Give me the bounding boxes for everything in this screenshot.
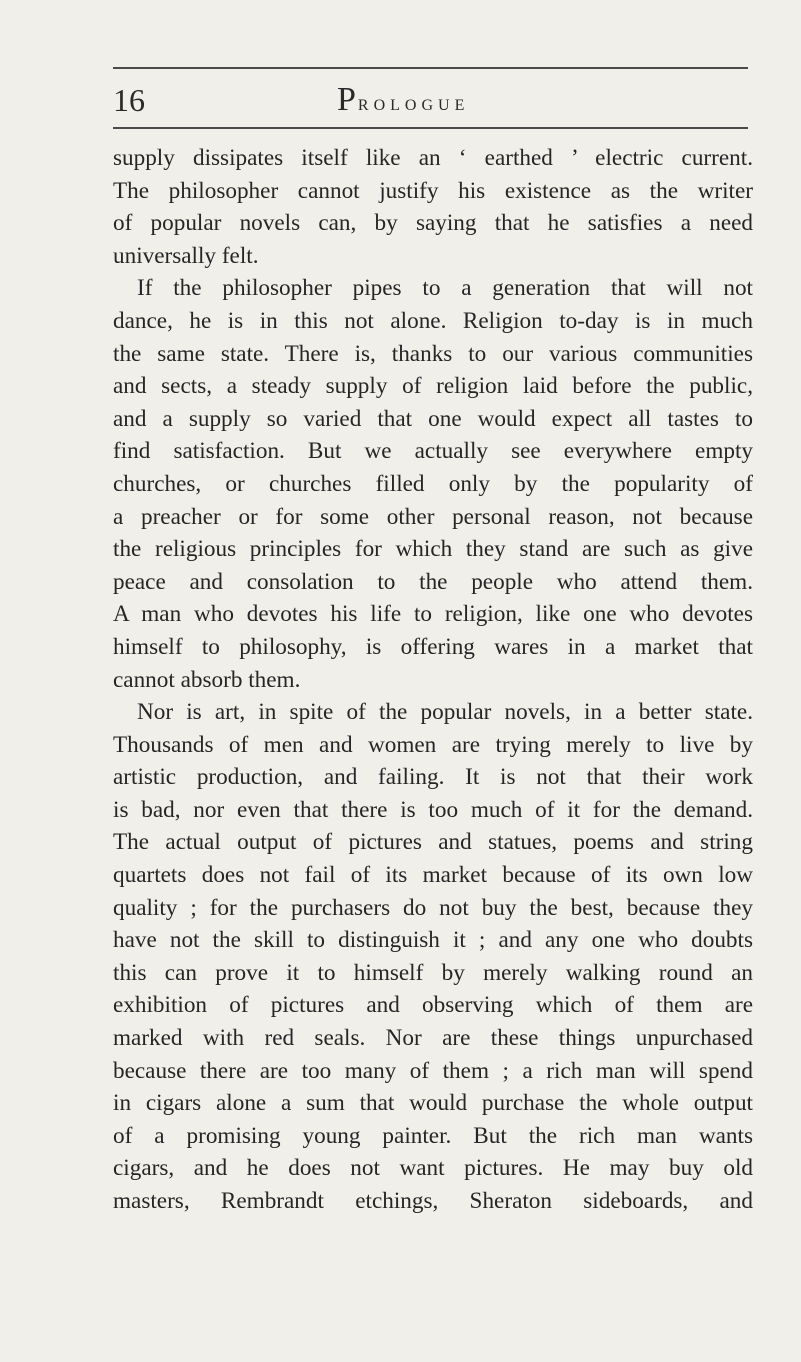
text-line: masters, Rembrandt etchings, Sheraton sideboards, and xyxy=(113,1188,753,1214)
text-line: The philosopher cannot justify his existence as the writer xyxy=(113,177,753,204)
text-line: Nor is art, in spite of the popular novels, in a better state. xyxy=(137,699,753,726)
running-title-rest: rologue xyxy=(357,90,470,115)
text-line: marked with red seals. Nor are these things unpurchased xyxy=(113,1025,753,1052)
text-line: a preacher or for some other personal reason, not because xyxy=(113,503,753,530)
page-number: 16 xyxy=(113,82,145,118)
text-line: supply dissipates itself like an ‘ earthed ’ electric current. xyxy=(113,145,753,171)
text-line: and a supply so varied that one would expect all tastes to xyxy=(113,405,753,432)
text-line: the same state. There is, thanks to our various communities xyxy=(113,340,753,367)
running-title-initial: P xyxy=(337,81,358,118)
running-title xyxy=(337,82,469,121)
text-line: cigars, and he does not want pictures. He may buy old xyxy=(113,1155,753,1182)
text-line: this can prove it to himself by merely walking round an xyxy=(113,959,753,986)
text-line: have not the skill to distinguish it ; and any one who doubts xyxy=(113,927,753,954)
text-line: If the philosopher pipes to a generation that will not xyxy=(137,275,753,302)
text-line: A man who devotes his life to religion, like one who devotes xyxy=(113,601,753,628)
text-line: cannot absorb them. xyxy=(113,666,301,693)
text-line: quality ; for the purchasers do not buy the best, because they xyxy=(113,894,753,921)
text-line: find satisfaction. But we actually see everywhere empty xyxy=(113,438,753,465)
text-line: universally felt. xyxy=(113,242,259,269)
text-line: and sects, a steady supply of religion laid before the public, xyxy=(113,373,753,400)
text-line: because there are too many of them ; a rich man will spend xyxy=(113,1057,753,1084)
body-text xyxy=(113,142,753,1218)
text-line: Thousands of men and women are trying merely to live by xyxy=(113,731,753,758)
text-line: The actual output of pictures and statues, poems and string xyxy=(113,829,753,856)
text-line: dance, he is in this not alone. Religion to-day is in much xyxy=(113,307,753,334)
text-line: artistic production, and failing. It is not that their work xyxy=(113,764,753,791)
text-line: the religious principles for which they stand are such as give xyxy=(113,536,753,563)
text-line: of popular novels can, by saying that he satisfies a need xyxy=(113,210,753,237)
text-line: quartets does not fail of its market because of its own low xyxy=(113,862,753,889)
running-header xyxy=(113,78,748,122)
text-line: peace and consolation to the people who attend them. xyxy=(113,568,753,595)
header-top-rule xyxy=(113,67,748,69)
text-line: churches, or churches filled only by the popularity of xyxy=(113,470,753,497)
text-line: of a promising young painter. But the rich man wants xyxy=(113,1122,753,1149)
header-bottom-rule xyxy=(113,127,748,129)
text-line: in cigars alone a sum that would purchase the whole output xyxy=(113,1090,753,1117)
text-line: himself to philosophy, is offering wares in a market that xyxy=(113,633,753,660)
text-line: is bad, nor even that there is too much of it for the demand. xyxy=(113,796,753,823)
text-line: exhibition of pictures and observing which of them are xyxy=(113,992,753,1019)
